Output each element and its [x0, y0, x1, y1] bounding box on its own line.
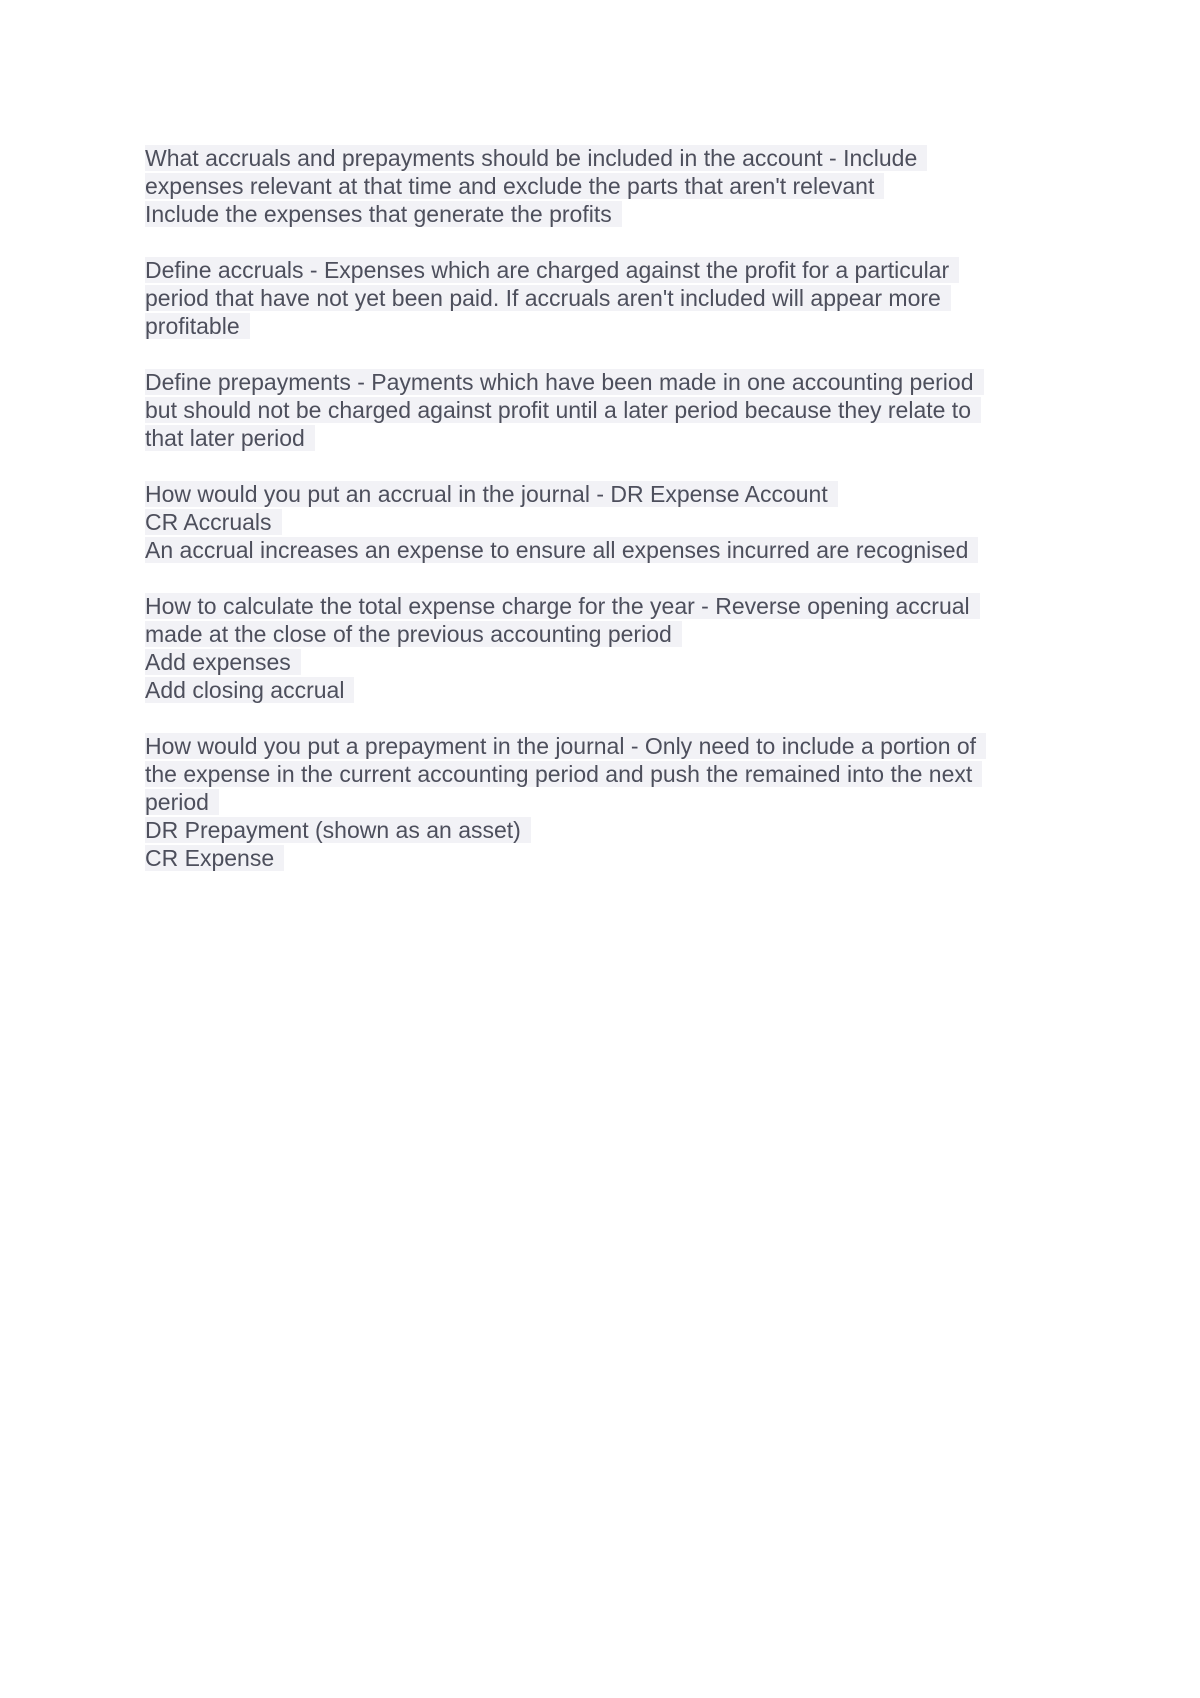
text-line: CR Accruals: [145, 508, 1045, 536]
text-line: How would you put an accrual in the journal - DR Expense Account: [145, 480, 1045, 508]
text-line: Include the expenses that generate the profits: [145, 200, 1045, 228]
text-line: Define accruals - Expenses which are charged against the profit for a particular: [145, 256, 1045, 284]
text-line: What accruals and prepayments should be included in the account - Include: [145, 144, 1045, 172]
text-line: made at the close of the previous accounting period: [145, 620, 1045, 648]
note-total-expense-charge: [145, 592, 1045, 704]
text-line: the expense in the current accounting period and push the remained into the next: [145, 760, 1045, 788]
text-line: An accrual increases an expense to ensure all expenses incurred are recognised: [145, 536, 1045, 564]
text-line: period: [145, 788, 1045, 816]
text-line: Add closing accrual: [145, 676, 1045, 704]
note-accrual-journal: [145, 480, 1045, 564]
text-line: How would you put a prepayment in the journal - Only need to include a portion of: [145, 732, 1045, 760]
text-line: DR Prepayment (shown as an asset): [145, 816, 1045, 844]
note-prepayment-journal: [145, 732, 1045, 872]
text-line: period that have not yet been paid. If accruals aren't included will appear more: [145, 284, 1045, 312]
text-line: expenses relevant at that time and exclude the parts that aren't relevant: [145, 172, 1045, 200]
text-line: profitable: [145, 312, 1045, 340]
text-line: that later period: [145, 424, 1045, 452]
text-line: Add expenses: [145, 648, 1045, 676]
text-line: but should not be charged against profit until a later period because they relate to: [145, 396, 1045, 424]
text-line: How to calculate the total expense charge for the year - Reverse opening accrual: [145, 592, 1045, 620]
text-line: Define prepayments - Payments which have been made in one accounting period: [145, 368, 1045, 396]
document-content: [145, 144, 1045, 900]
note-define-prepayments: [145, 368, 1045, 452]
text-line: CR Expense: [145, 844, 1045, 872]
note-define-accruals: [145, 256, 1045, 340]
note-accruals-prepayments-inclusion: [145, 144, 1045, 228]
